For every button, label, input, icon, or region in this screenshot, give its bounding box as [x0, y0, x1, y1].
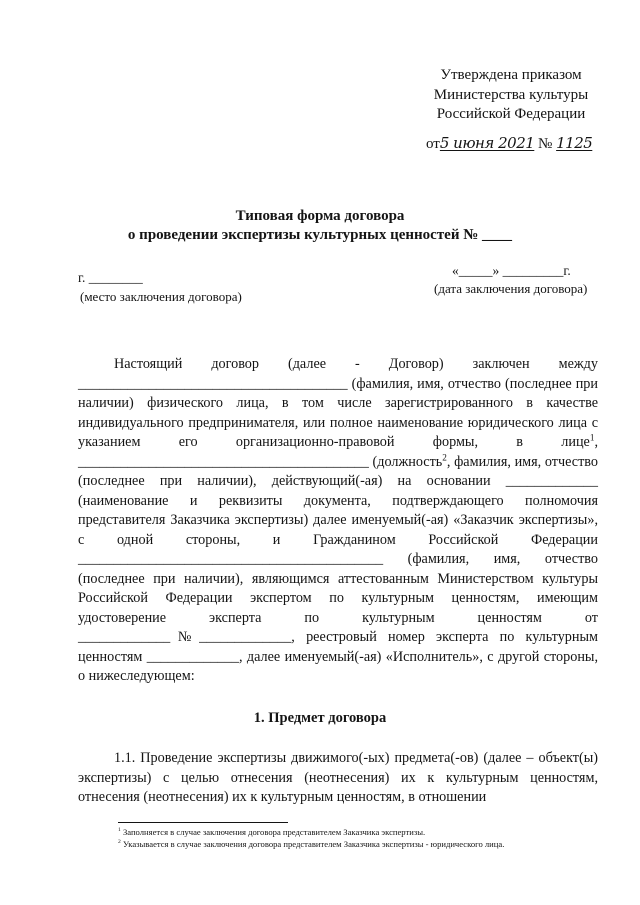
section-heading: 1. Предмет договора [253, 710, 387, 726]
date-caption: (дата заключения договора) [434, 281, 588, 296]
footnote-text: Указывается в случае заключения договора представителем Заказчика экспертизы - юридического лица. [122, 839, 505, 849]
order-number-handwritten: 1125 [556, 134, 593, 152]
footnote-divider [118, 822, 288, 823]
order-reference [426, 134, 596, 153]
footnote-mark: 1 [118, 827, 121, 834]
preamble-text: , _________________________________________ (должность [78, 434, 598, 470]
document-title [80, 207, 560, 245]
order-number-prefix: № [538, 136, 553, 152]
preamble-text: , фамилия, имя, отчество (последнее при наличии), действующий(-ая) на основании _____________ (наименование и реквизиты документа, подтверждающего полномочия представителя Заказчика экспертизы) далее именуемый(-ая) «Заказчик экспертизы», с одной стороны, и Гражданином Российской Федерации ___________________________________________ (фамилия, имя, отчество (последнее при наличии), являющимся аттестованным Министерством культуры Российской Федерации экспертом по культурным ценностям, имеющим удостоверение эксперта по культурным ценностям от _____________№_____________, реестровый номер эксперта по культурным ценностям _____________, далее именуемый(-ая) «Исполнитель», с другой стороны, о нижеследующем: [78, 453, 598, 684]
preamble-text: Настоящий договор (далее - Договор) заключен между ______________________________________ (фамилия, имя, отчество (последнее при наличии) физического лица, в том числе зарегистрированного в качестве индивидуального предпринимателя, или полное наименование юридического лица с указанием его организационно-правовой формы, в лице [78, 356, 598, 450]
footnote-ref: 2 [442, 451, 447, 462]
date-field: «_____» _________г. [452, 263, 571, 278]
footnote-ref: 1 [589, 432, 595, 443]
place-field: г. ________ [78, 270, 143, 285]
title-line: Типовая форма договора [235, 208, 405, 224]
footnote-item [118, 826, 608, 838]
approval-line: Министерства культуры [433, 86, 589, 103]
order-date-handwritten: 5 июня 2021 [439, 134, 535, 152]
preamble-paragraph [78, 355, 598, 687]
place-caption: (место заключения договора) [80, 289, 242, 304]
approval-stamp [416, 66, 606, 125]
footnote-item [118, 838, 608, 850]
title-line: о проведении экспертизы культурных ценностей № ____ [127, 227, 513, 243]
footnotes [118, 826, 608, 850]
section-paragraph: 1.1. Проведение экспертизы движимого(-ых) предмета(-ов) (далее – объект(ы) экспертизы) с целью отнесения (неотнесения) их к культурным ценностям, отнесения (неотнесения) их к культурным ценностям, в отношении [78, 750, 598, 805]
approval-line: Утверждена приказом [440, 67, 582, 83]
footnote-mark: 2 [118, 839, 121, 846]
order-from-prefix: от [426, 136, 440, 152]
approval-line: Российской Федерации [436, 106, 586, 122]
footnote-text: Заполняется в случае заключения договора представителем Заказчика экспертизы. [122, 827, 426, 837]
